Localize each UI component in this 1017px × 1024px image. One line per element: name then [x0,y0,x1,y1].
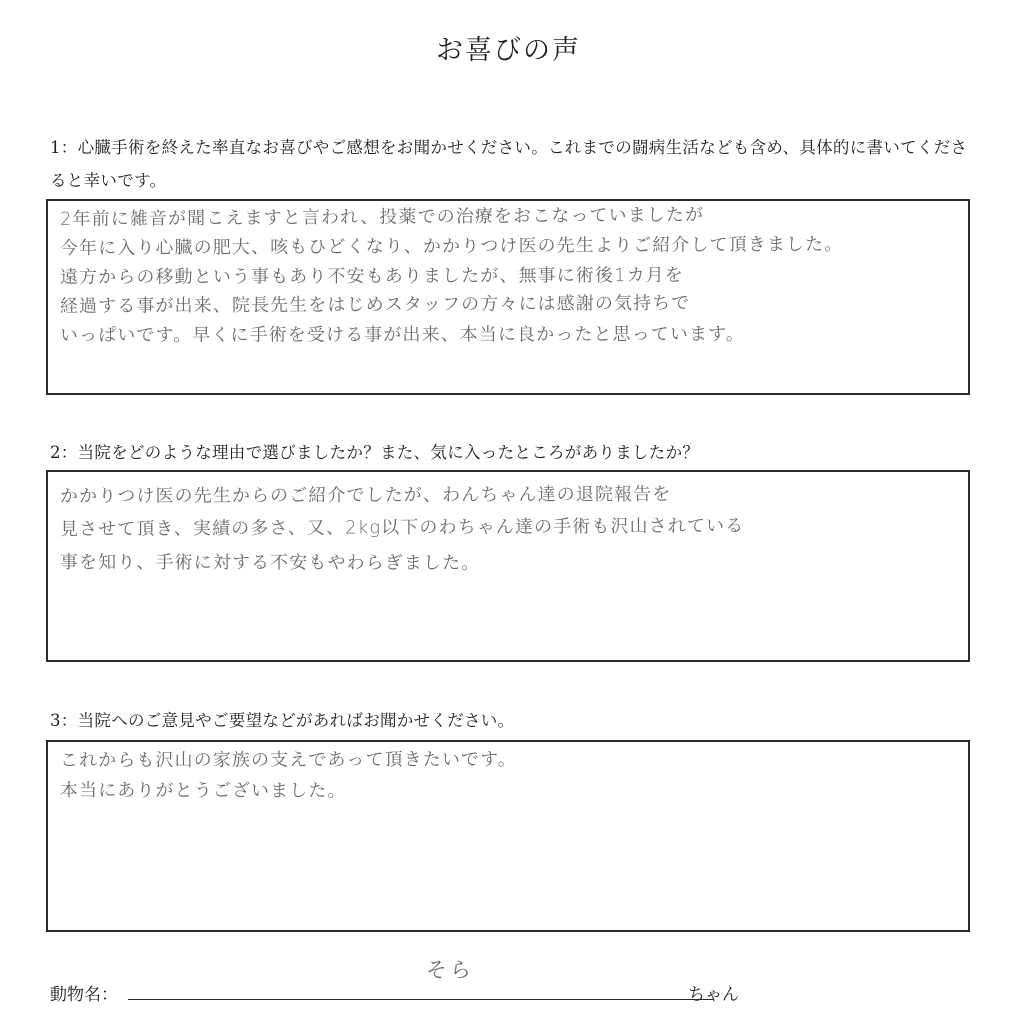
answer-1-line-1: 2年前に雑音が聞こえますと言われ、投薬での治療をおこなっていましたが [59,204,705,230]
answer-1-text [60,205,960,350]
answer-3-line-2: 本当にありがとうございました。 [59,780,347,802]
question-2-prompt: 2：当院をどのような理由で選びましたか？また、気に入ったところがありましたか？ [50,443,700,462]
answer-3-text [60,746,960,806]
answer-1-line-5: いっぱいです。早くに手術を受ける事が出来、本当に良かったと思っています。 [59,323,745,346]
question-3-prompt: 3：当院へのご意見やご要望などがあればお聞かせください。 [50,711,515,730]
pet-name-value: そら [426,958,474,982]
pet-name-row [50,958,970,1016]
answer-2-line-1: かかりつけ医の先生からのご紹介でしたが、わんちゃん達の退院報告を [59,483,672,507]
answer-1-line-3: 遠方からの移動という事もあり不安もありましたが、無事に術後1カ月を [59,264,685,288]
pet-name-suffix: ちゃん [688,985,739,1005]
page-title: お喜びの声 [436,35,581,66]
answer-2-text [60,480,960,579]
answer-3-line-1: これからも沢山の家族の支えであって頂きたいです。 [59,749,517,771]
answer-box-2 [46,470,970,662]
answer-box-1 [46,199,970,395]
pet-name-label: 動物名： [50,985,118,1005]
answer-1-line-2: 今年に入り心臓の肥大、咳もひどくなり、かかりつけ医の先生よりご紹介して頂きました。 [59,233,844,259]
question-1-prompt: 1：心臓手術を終えた率直なお喜びやご感想をお聞かせください。これまでの闘病生活なども含め、具体的に書いてくださると幸いです。 [50,138,968,190]
answer-1-line-4: 経過する事が出来、院長先生をはじめスタッフの方々には感謝の気持ちで [59,292,691,317]
answer-2-line-2: 見させて頂き、実績の多さ、又、2kg以下のわちゃん達の手術も沢山されている [59,515,745,540]
answer-2-line-3: 事を知り、手術に対する不安もやわらぎました。 [59,552,481,574]
pet-name-underline [128,999,714,1000]
answer-box-3 [46,740,970,932]
